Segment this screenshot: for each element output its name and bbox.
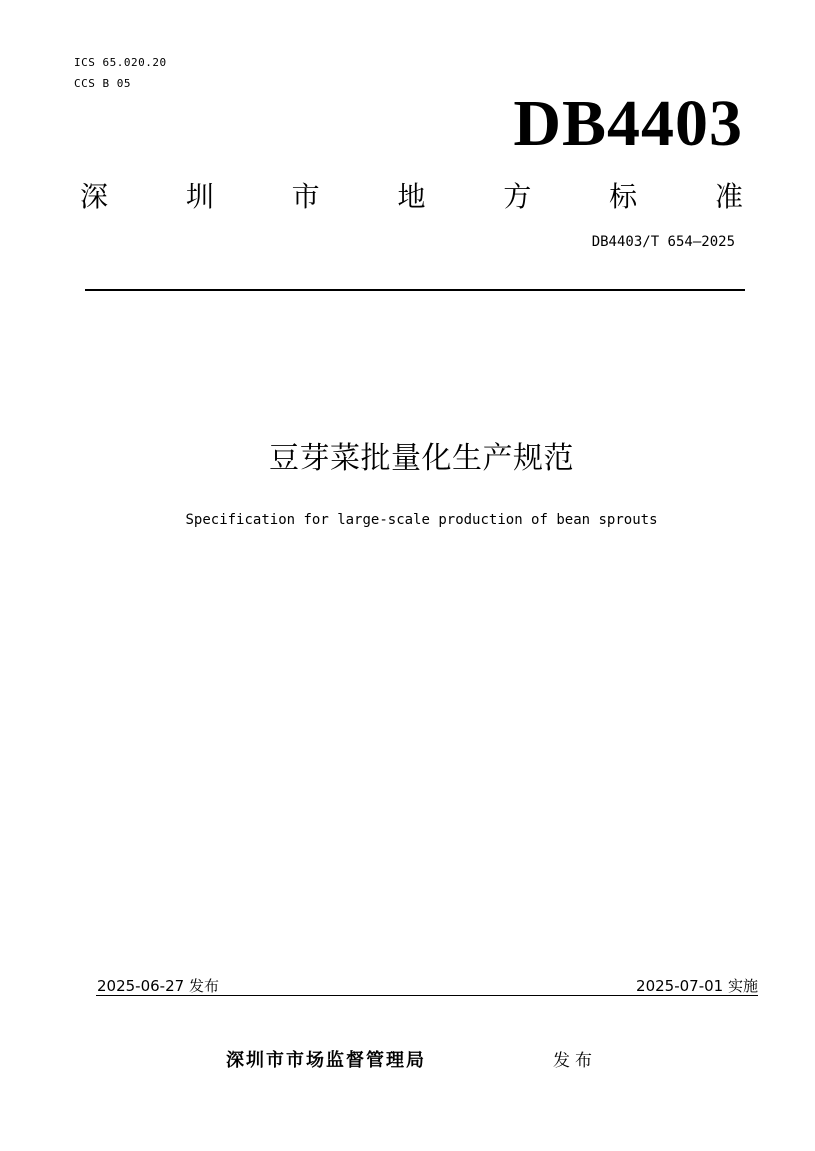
standard-type-char: 深 — [80, 180, 109, 213]
standard-type-char: 圳 — [185, 180, 214, 213]
ccs-classification: CCS B 05 — [74, 77, 131, 90]
standard-type — [80, 177, 743, 217]
standard-type-char: 准 — [714, 180, 743, 213]
standard-code: DB4403 — [513, 87, 743, 160]
document-title-english: Specification for large-scale production of bean sprouts — [185, 512, 658, 528]
standard-number: DB4403/T 654—2025 — [591, 234, 735, 250]
standard-type-char: 方 — [503, 180, 532, 213]
standard-type-char: 标 — [609, 180, 638, 213]
issuing-authority: 深圳市市场监督管理局 — [226, 1050, 426, 1071]
standard-type-char: 市 — [291, 180, 320, 213]
footer-divider — [96, 995, 758, 996]
header-divider — [85, 289, 745, 291]
ics-classification: ICS 65.020.20 — [74, 56, 167, 69]
implementation-date: 2025-07-01 实施 — [636, 977, 758, 995]
issue-date: 2025-06-27 发布 — [97, 977, 219, 995]
document-title-chinese: 豆芽菜批量化生产规范 — [269, 441, 574, 476]
issue-action: 发布 — [553, 1051, 597, 1071]
standard-type-char: 地 — [397, 180, 426, 213]
